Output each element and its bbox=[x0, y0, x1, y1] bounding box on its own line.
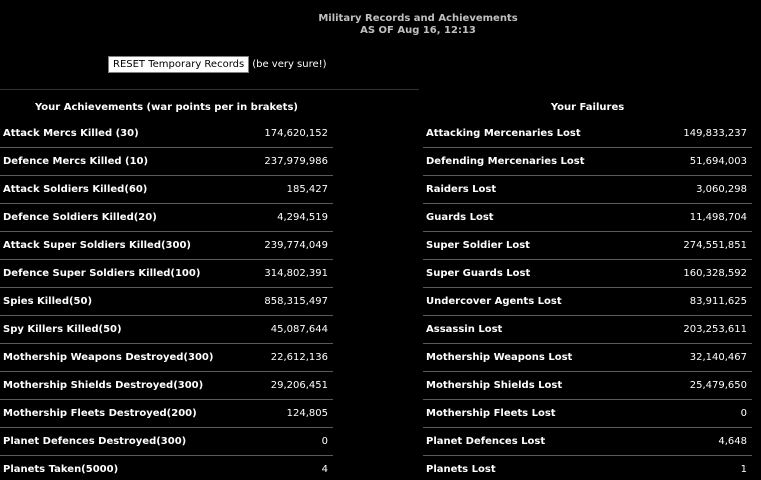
table-row bbox=[423, 456, 752, 480]
table-row bbox=[0, 120, 333, 148]
table-row bbox=[423, 316, 752, 344]
row-label: Defending Mercenaries Lost bbox=[426, 156, 585, 167]
row-value: 1 bbox=[740, 464, 747, 475]
row-label: Attack Super Soldiers Killed(300) bbox=[3, 240, 192, 251]
achievements-list bbox=[0, 120, 333, 480]
table-row bbox=[423, 288, 752, 316]
table-row bbox=[423, 428, 752, 456]
table-row bbox=[0, 288, 333, 316]
row-label: Mothership Weapons Destroyed(300) bbox=[3, 352, 214, 363]
row-label: Defence Mercs Killed (10) bbox=[3, 156, 149, 167]
row-label: Raiders Lost bbox=[426, 184, 497, 195]
row-value: 274,551,851 bbox=[683, 240, 747, 251]
row-label: Planets Lost bbox=[426, 464, 496, 475]
row-value: 0 bbox=[740, 408, 747, 419]
row-label: Mothership Fleets Destroyed(200) bbox=[3, 408, 197, 419]
table-row bbox=[423, 232, 752, 260]
reset-warning-note: (be very sure!) bbox=[252, 59, 327, 70]
row-label: Guards Lost bbox=[426, 212, 494, 223]
table-row bbox=[0, 204, 333, 232]
row-label: Mothership Shields Lost bbox=[426, 380, 563, 391]
table-row bbox=[423, 400, 752, 428]
row-value: 83,911,625 bbox=[689, 296, 747, 307]
row-label: Spies Killed(50) bbox=[3, 296, 93, 307]
row-value: 29,206,451 bbox=[270, 380, 328, 391]
row-value: 237,979,986 bbox=[264, 156, 328, 167]
row-value: 203,253,611 bbox=[683, 324, 747, 335]
table-row bbox=[423, 148, 752, 176]
row-value: 25,479,650 bbox=[689, 380, 747, 391]
row-value: 239,774,049 bbox=[264, 240, 328, 251]
achievements-title: Your Achievements (war points per in brakets) bbox=[34, 102, 298, 113]
reset-row bbox=[108, 56, 327, 73]
row-label: Planet Defences Lost bbox=[426, 436, 546, 447]
row-value: 149,833,237 bbox=[683, 128, 747, 139]
row-value: 45,087,644 bbox=[270, 324, 328, 335]
row-label: Super Soldier Lost bbox=[426, 240, 530, 251]
failures-list bbox=[423, 120, 752, 480]
table-row bbox=[423, 204, 752, 232]
table-row bbox=[0, 372, 333, 400]
row-value: 3,060,298 bbox=[696, 184, 747, 195]
reset-temporary-records-button[interactable]: RESET Temporary Records bbox=[108, 56, 249, 73]
row-value: 4,294,519 bbox=[277, 212, 328, 223]
divider bbox=[0, 89, 419, 90]
row-value: 0 bbox=[321, 436, 328, 447]
table-row bbox=[0, 316, 333, 344]
table-row bbox=[0, 400, 333, 428]
row-value: 4,648 bbox=[718, 436, 747, 447]
row-label: Attack Mercs Killed (30) bbox=[3, 128, 139, 139]
row-label: Planets Taken(5000) bbox=[3, 464, 119, 475]
row-value: 858,315,497 bbox=[264, 296, 328, 307]
row-label: Attacking Mercenaries Lost bbox=[426, 128, 581, 139]
row-value: 51,694,003 bbox=[689, 156, 747, 167]
page-title: Military Records and Achievements bbox=[318, 13, 518, 24]
row-label: Attack Soldiers Killed(60) bbox=[3, 184, 148, 195]
row-value: 174,620,152 bbox=[264, 128, 328, 139]
row-value: 22,612,136 bbox=[270, 352, 328, 363]
as-of-timestamp: AS OF Aug 16, 12:13 bbox=[360, 25, 476, 36]
table-row bbox=[0, 456, 333, 480]
table-row bbox=[423, 176, 752, 204]
row-value: 160,328,592 bbox=[683, 268, 747, 279]
row-label: Planet Defences Destroyed(300) bbox=[3, 436, 187, 447]
achievements-panel bbox=[0, 96, 333, 480]
failures-panel bbox=[423, 96, 752, 480]
row-value: 11,498,704 bbox=[689, 212, 747, 223]
row-label: Mothership Shields Destroyed(300) bbox=[3, 380, 204, 391]
row-label: Defence Super Soldiers Killed(100) bbox=[3, 268, 201, 279]
table-row bbox=[0, 344, 333, 372]
row-value: 185,427 bbox=[286, 184, 328, 195]
row-label: Spy Killers Killed(50) bbox=[3, 324, 122, 335]
row-label: Assassin Lost bbox=[426, 324, 503, 335]
row-label: Defence Soldiers Killed(20) bbox=[3, 212, 157, 223]
table-row bbox=[423, 120, 752, 148]
table-row bbox=[423, 260, 752, 288]
row-label: Undercover Agents Lost bbox=[426, 296, 562, 307]
row-value: 124,805 bbox=[286, 408, 328, 419]
row-label: Mothership Fleets Lost bbox=[426, 408, 556, 419]
failures-title: Your Failures bbox=[550, 102, 625, 113]
row-label: Super Guards Lost bbox=[426, 268, 531, 279]
row-value: 314,802,391 bbox=[264, 268, 328, 279]
table-row bbox=[0, 148, 333, 176]
table-row bbox=[0, 176, 333, 204]
table-row bbox=[0, 428, 333, 456]
table-row bbox=[0, 260, 333, 288]
table-row bbox=[423, 344, 752, 372]
table-row bbox=[0, 232, 333, 260]
row-value: 32,140,467 bbox=[689, 352, 747, 363]
row-label: Mothership Weapons Lost bbox=[426, 352, 573, 363]
row-value: 4 bbox=[321, 464, 328, 475]
table-row bbox=[423, 372, 752, 400]
